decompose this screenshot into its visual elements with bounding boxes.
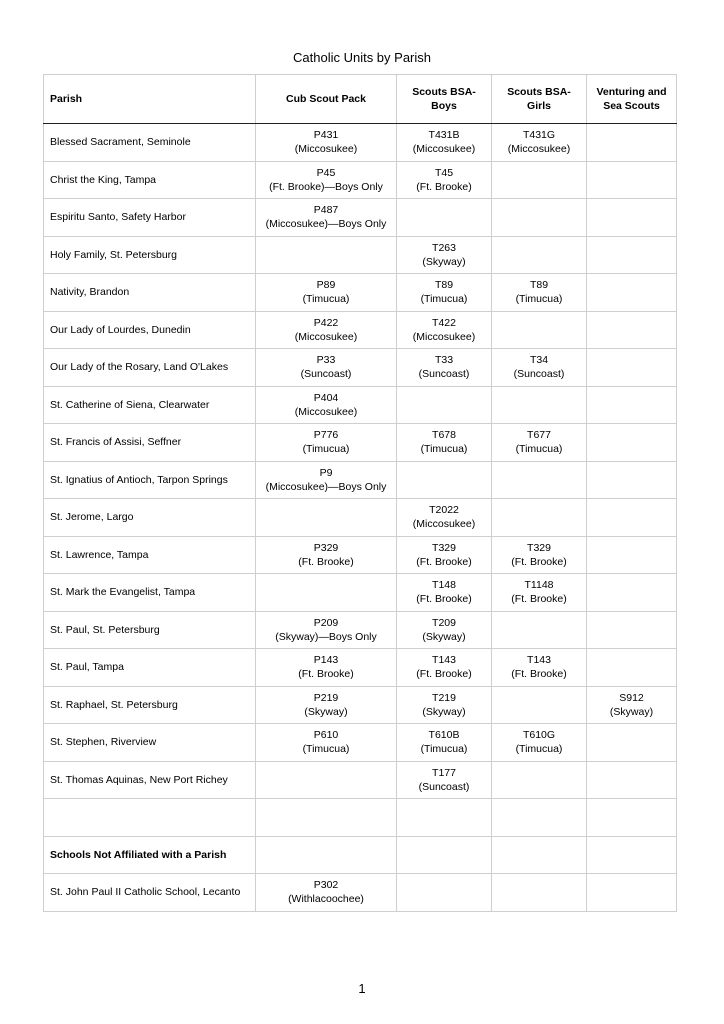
cub-cell — [256, 274, 397, 312]
unit-council: (Ft. Brooke) — [416, 593, 472, 606]
venturing-cell — [587, 686, 677, 724]
table-row — [44, 386, 677, 424]
venturing-cell — [587, 724, 677, 762]
venturing-cell — [587, 424, 677, 462]
venturing-cell — [587, 536, 677, 574]
unit-number: P422 — [313, 316, 339, 329]
venturing-cell — [587, 836, 677, 874]
section-header-row — [44, 836, 677, 874]
header-scouts-bsa-boys — [397, 75, 492, 124]
boys-cell — [397, 724, 492, 762]
unit-council: (Miccosukee)—Boys Only — [265, 218, 387, 231]
unit-number: P89 — [316, 279, 336, 292]
boys-cell — [397, 874, 492, 912]
unit-number: T33 — [434, 354, 454, 367]
table-row — [44, 349, 677, 387]
table-row — [44, 161, 677, 199]
boys-cell — [397, 499, 492, 537]
unit-number: P209 — [313, 616, 339, 629]
venturing-cell — [587, 386, 677, 424]
header-parish: Parish — [44, 75, 256, 124]
unit-council: (Timucua) — [515, 743, 563, 756]
unit-number: P9 — [319, 466, 333, 479]
parish-cell — [44, 799, 256, 837]
unit-council: (Timucua) — [515, 443, 563, 456]
unit-council: (Timucua) — [420, 743, 468, 756]
venturing-cell — [587, 574, 677, 612]
unit-number: T2022 — [429, 504, 459, 517]
girls-cell — [492, 236, 587, 274]
unit-number: P404 — [313, 391, 339, 404]
unit-number: T678 — [432, 429, 456, 442]
unit-council: (Ft. Brooke) — [416, 668, 472, 681]
table-row — [44, 536, 677, 574]
unit-number: P219 — [313, 691, 339, 704]
table-row — [44, 761, 677, 799]
venturing-cell — [587, 236, 677, 274]
header-scouts-bsa-girls-line1: Scouts BSA- — [507, 86, 571, 98]
unit-council: (Timucua) — [302, 293, 350, 306]
table-row — [44, 611, 677, 649]
parish-cell: Christ the King, Tampa — [44, 161, 256, 199]
venturing-cell — [587, 499, 677, 537]
parish-cell: St. Catherine of Siena, Clearwater — [44, 386, 256, 424]
table-row — [44, 236, 677, 274]
boys-cell — [397, 799, 492, 837]
venturing-cell — [587, 649, 677, 687]
cub-cell — [256, 874, 397, 912]
unit-number: P776 — [313, 429, 339, 442]
boys-cell — [397, 611, 492, 649]
unit-council: (Miccosukee) — [294, 330, 358, 343]
boys-cell — [397, 836, 492, 874]
header-scouts-bsa-girls — [492, 75, 587, 124]
unit-number: P431 — [313, 129, 339, 142]
unit-number: T1148 — [524, 579, 554, 592]
girls-cell — [492, 611, 587, 649]
girls-cell — [492, 874, 587, 912]
venturing-cell — [587, 461, 677, 499]
unit-council: (Skyway) — [422, 705, 466, 718]
girls-cell — [492, 799, 587, 837]
header-venturing-line2: Sea Scouts — [603, 100, 660, 112]
boys-cell — [397, 236, 492, 274]
unit-number: T143 — [432, 654, 456, 667]
boys-cell — [397, 274, 492, 312]
header-row — [44, 75, 677, 124]
unit-number: T45 — [434, 166, 454, 179]
unit-number: T89 — [529, 279, 549, 292]
girls-cell — [492, 761, 587, 799]
unit-council: (Miccosukee) — [412, 330, 476, 343]
parish-cell: St. Stephen, Riverview — [44, 724, 256, 762]
unit-number: T89 — [434, 279, 454, 292]
boys-cell — [397, 574, 492, 612]
girls-cell — [492, 424, 587, 462]
unit-number: P143 — [313, 654, 339, 667]
parish-cell: St. Jerome, Largo — [44, 499, 256, 537]
unit-number: T34 — [529, 354, 549, 367]
cub-cell — [256, 424, 397, 462]
venturing-cell — [587, 124, 677, 162]
header-scouts-bsa-girls-line2: Girls — [527, 100, 551, 112]
parish-cell: Our Lady of Lourdes, Dunedin — [44, 311, 256, 349]
parish-cell: Blessed Sacrament, Seminole — [44, 124, 256, 162]
unit-council: (Timucua) — [302, 443, 350, 456]
unit-council: (Miccosukee) — [294, 143, 358, 156]
girls-cell — [492, 836, 587, 874]
unit-number: T610B — [428, 729, 460, 742]
unit-council: (Ft. Brooke) — [298, 555, 354, 568]
cub-cell — [256, 724, 397, 762]
boys-cell — [397, 424, 492, 462]
venturing-cell — [587, 761, 677, 799]
unit-council: (Suncoast) — [300, 368, 352, 381]
unit-number: T263 — [432, 241, 456, 254]
parish-cell: Nativity, Brandon — [44, 274, 256, 312]
unit-number: T148 — [432, 579, 456, 592]
header-scouts-bsa-boys-line1: Scouts BSA- — [412, 86, 476, 98]
header-venturing-sea-scouts — [587, 75, 677, 124]
girls-cell — [492, 349, 587, 387]
parish-cell: St. John Paul II Catholic School, Lecanto — [44, 874, 256, 912]
cub-cell — [256, 124, 397, 162]
parish-cell: St. Francis of Assisi, Seffner — [44, 424, 256, 462]
table-row — [44, 311, 677, 349]
unit-number: P329 — [313, 541, 339, 554]
boys-cell — [397, 386, 492, 424]
girls-cell — [492, 574, 587, 612]
girls-cell — [492, 311, 587, 349]
unit-council: (Timucua) — [302, 743, 350, 756]
parish-cell: St. Paul, Tampa — [44, 649, 256, 687]
cub-cell — [256, 686, 397, 724]
unit-council: (Skyway) — [422, 255, 466, 268]
unit-council: (Ft. Brooke) — [511, 593, 567, 606]
boys-cell — [397, 161, 492, 199]
table-row — [44, 124, 677, 162]
unit-council: (Skyway)—Boys Only — [275, 630, 377, 643]
unit-council: (Ft. Brooke) — [416, 180, 472, 193]
units-table — [43, 74, 677, 912]
parish-cell: Our Lady of the Rosary, Land O'Lakes — [44, 349, 256, 387]
girls-cell — [492, 536, 587, 574]
table-body — [44, 124, 677, 912]
cub-cell — [256, 649, 397, 687]
unit-council: (Miccosukee) — [412, 518, 476, 531]
parish-cell: Holy Family, St. Petersburg — [44, 236, 256, 274]
unit-council: (Timucua) — [420, 293, 468, 306]
section-title: Schools Not Affiliated with a Parish — [44, 836, 256, 874]
unit-council: (Miccosukee) — [507, 143, 571, 156]
table-row — [44, 686, 677, 724]
boys-cell — [397, 349, 492, 387]
unit-council: (Ft. Brooke) — [298, 668, 354, 681]
unit-council: (Ft. Brooke)—Boys Only — [269, 180, 383, 193]
unit-council: (Miccosukee) — [412, 143, 476, 156]
boys-cell — [397, 649, 492, 687]
unit-number: P487 — [313, 204, 339, 217]
boys-cell — [397, 461, 492, 499]
parish-cell: St. Ignatius of Antioch, Tarpon Springs — [44, 461, 256, 499]
header-scouts-bsa-boys-line2: Boys — [431, 100, 457, 112]
table-row — [44, 274, 677, 312]
girls-cell — [492, 274, 587, 312]
unit-council: (Withlacoochee) — [288, 893, 364, 906]
venturing-cell — [587, 799, 677, 837]
cub-cell — [256, 199, 397, 237]
parish-cell: St. Mark the Evangelist, Tampa — [44, 574, 256, 612]
table-row — [44, 724, 677, 762]
venturing-cell — [587, 611, 677, 649]
venturing-cell — [587, 199, 677, 237]
unit-council: (Skyway) — [304, 705, 348, 718]
cub-cell — [256, 536, 397, 574]
parish-cell: St. Lawrence, Tampa — [44, 536, 256, 574]
cub-cell — [256, 311, 397, 349]
unit-council: (Ft. Brooke) — [511, 555, 567, 568]
girls-cell — [492, 124, 587, 162]
cub-cell — [256, 499, 397, 537]
cub-cell — [256, 349, 397, 387]
unit-number: T422 — [432, 316, 456, 329]
cub-cell — [256, 161, 397, 199]
unit-council: (Timucua) — [515, 293, 563, 306]
cub-cell — [256, 761, 397, 799]
unit-council: (Miccosukee)—Boys Only — [265, 480, 387, 493]
unit-number: T143 — [527, 654, 551, 667]
cub-cell — [256, 236, 397, 274]
unit-number: T329 — [432, 541, 456, 554]
venturing-cell — [587, 274, 677, 312]
unit-number: T610G — [522, 729, 556, 742]
cub-cell — [256, 574, 397, 612]
girls-cell — [492, 386, 587, 424]
unit-council: (Suncoast) — [418, 368, 470, 381]
boys-cell — [397, 311, 492, 349]
venturing-cell — [587, 349, 677, 387]
unit-number: P610 — [313, 729, 339, 742]
boys-cell — [397, 536, 492, 574]
unit-number: S912 — [619, 691, 644, 704]
header-venturing-line1: Venturing and — [596, 86, 667, 98]
unit-council: (Ft. Brooke) — [511, 668, 567, 681]
unit-number: P33 — [316, 354, 336, 367]
boys-cell — [397, 199, 492, 237]
unit-number: T219 — [432, 691, 456, 704]
boys-cell — [397, 761, 492, 799]
unit-council: (Suncoast) — [513, 368, 565, 381]
unit-council: (Suncoast) — [418, 780, 470, 793]
cub-cell — [256, 611, 397, 649]
unit-council: (Skyway) — [422, 630, 466, 643]
unit-number: T431G — [522, 129, 556, 142]
unit-council: (Ft. Brooke) — [416, 555, 472, 568]
girls-cell — [492, 649, 587, 687]
unit-number: T677 — [527, 429, 551, 442]
header-cub-scout-pack: Cub Scout Pack — [256, 75, 397, 124]
girls-cell — [492, 499, 587, 537]
cub-cell — [256, 799, 397, 837]
unit-number: P45 — [316, 166, 336, 179]
girls-cell — [492, 161, 587, 199]
girls-cell — [492, 724, 587, 762]
table-row — [44, 799, 677, 837]
table-row — [44, 574, 677, 612]
cub-cell — [256, 461, 397, 499]
page-number: 1 — [358, 981, 366, 996]
parish-cell: St. Thomas Aquinas, New Port Richey — [44, 761, 256, 799]
cub-cell — [256, 836, 397, 874]
unit-number: T209 — [432, 616, 456, 629]
table-row — [44, 199, 677, 237]
unit-number: P302 — [313, 879, 339, 892]
table-row — [44, 499, 677, 537]
unit-number: T329 — [527, 541, 551, 554]
cub-cell — [256, 386, 397, 424]
parish-cell: St. Paul, St. Petersburg — [44, 611, 256, 649]
table-row — [44, 461, 677, 499]
boys-cell — [397, 686, 492, 724]
unit-council: (Skyway) — [609, 705, 654, 718]
unit-council: (Miccosukee) — [294, 405, 358, 418]
table-row — [44, 649, 677, 687]
venturing-cell — [587, 311, 677, 349]
venturing-cell — [587, 161, 677, 199]
girls-cell — [492, 686, 587, 724]
document-title: Catholic Units by Parish — [293, 50, 431, 65]
table-row — [44, 874, 677, 912]
table-row — [44, 424, 677, 462]
unit-number: T177 — [432, 766, 456, 779]
boys-cell — [397, 124, 492, 162]
girls-cell — [492, 199, 587, 237]
parish-cell: Espiritu Santo, Safety Harbor — [44, 199, 256, 237]
venturing-cell — [587, 874, 677, 912]
unit-number: T431B — [428, 129, 460, 142]
unit-council: (Timucua) — [420, 443, 468, 456]
parish-cell: St. Raphael, St. Petersburg — [44, 686, 256, 724]
girls-cell — [492, 461, 587, 499]
